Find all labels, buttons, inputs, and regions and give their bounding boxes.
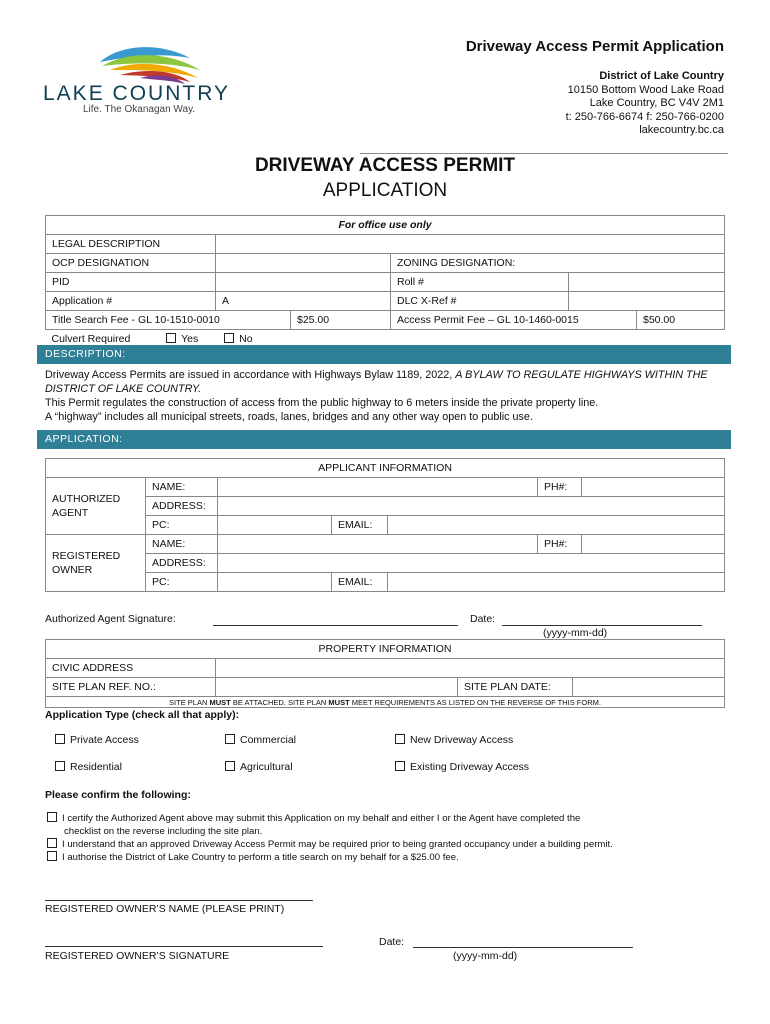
- application-no-label: Application #: [46, 292, 216, 311]
- description-p2: This Permit regulates the construction of access from the public highway to 6 meters inside the private property line.: [45, 397, 599, 409]
- header-divider: [360, 153, 728, 154]
- description-band: DESCRIPTION:: [37, 345, 731, 364]
- page-title: DRIVEWAY ACCESS PERMIT: [254, 155, 516, 176]
- confirm-3-checkbox[interactable]: [47, 851, 57, 861]
- applicant-table: [45, 458, 725, 592]
- private-access-checkbox[interactable]: [55, 734, 65, 744]
- owner-pc-label: PC:: [146, 573, 218, 592]
- agent-pc-label: PC:: [146, 516, 218, 535]
- type-agricultural[interactable]: Agricultural: [225, 761, 293, 773]
- confirm-item-3[interactable]: I authorise the District of Lake Country to perform a title search on my behalf for a $25.00 fee.: [47, 851, 613, 864]
- owner-ph-field[interactable]: [582, 535, 725, 554]
- org-contact-block: [566, 70, 724, 138]
- agent-address-field[interactable]: [218, 497, 725, 516]
- owner-name-line[interactable]: [45, 900, 313, 901]
- dlc-label: DLC X-Ref #: [391, 292, 569, 311]
- confirm-item-2[interactable]: I understand that an approved Driveway Access Permit may be required prior to being granted occupancy under a building permit.: [47, 838, 613, 851]
- property-info-heading: PROPERTY INFORMATION: [46, 640, 725, 659]
- agent-email-label: EMAIL:: [332, 516, 388, 535]
- type-new-driveway[interactable]: New Driveway Access: [395, 734, 513, 746]
- legal-description-label: LEGAL DESCRIPTION: [46, 235, 216, 254]
- org-website: lakecountry.bc.ca: [639, 124, 724, 136]
- culvert-yes-label: Yes: [181, 333, 199, 345]
- site-plan-date-field[interactable]: [573, 678, 725, 697]
- civic-address-label: CIVIC ADDRESS: [46, 659, 216, 678]
- commercial-checkbox[interactable]: [225, 734, 235, 744]
- ocp-field[interactable]: [216, 254, 391, 273]
- site-plan-note: SITE PLAN MUST BE ATTACHED. SITE PLAN MUST MEET REQUIREMENTS AS LISTED ON THE REVERSE OF THIS FORM.: [46, 697, 725, 708]
- type-residential[interactable]: Residential: [55, 761, 122, 773]
- application-type-heading: Application Type (check all that apply):: [45, 709, 240, 721]
- owner-ph-label: PH#:: [538, 535, 582, 554]
- agent-address-label: ADDRESS:: [146, 497, 218, 516]
- confirm-list: [47, 812, 613, 864]
- agent-date-format: (yyyy-mm-dd): [543, 627, 608, 639]
- org-address-2: Lake Country, BC V4V 2M1: [589, 97, 724, 109]
- description-p1: Driveway Access Permits are issued in accordance with Highways Bylaw 1189, 2022,: [45, 369, 456, 381]
- ocp-label: OCP DESIGNATION: [46, 254, 216, 273]
- owner-pc-field[interactable]: [218, 573, 332, 592]
- application-no-field[interactable]: A: [216, 292, 391, 311]
- agent-name-label: NAME:: [146, 478, 218, 497]
- authorized-agent-label: AUTHORIZED AGENT: [46, 478, 146, 535]
- owner-name-print-label: REGISTERED OWNER’S NAME (PLEASE PRINT): [45, 903, 285, 915]
- agent-name-field[interactable]: [218, 478, 538, 497]
- owner-signature-line[interactable]: [45, 946, 323, 947]
- logo-wordmark: LAKE COUNTRY: [43, 82, 230, 105]
- form-header-title: Driveway Access Permit Application: [465, 38, 724, 55]
- confirm-item-1-cont: checklist on the reverse including the site plan.: [64, 826, 263, 837]
- page-subtitle: APPLICATION: [322, 180, 448, 201]
- legal-description-field[interactable]: [216, 235, 725, 254]
- owner-date-label: Date:: [379, 936, 405, 948]
- property-table: [45, 639, 725, 708]
- agricultural-checkbox[interactable]: [225, 761, 235, 771]
- confirm-2-checkbox[interactable]: [47, 838, 57, 848]
- owner-date-format: (yyyy-mm-dd): [453, 950, 518, 962]
- application-band: APPLICATION:: [37, 430, 731, 449]
- roll-label: Roll #: [391, 273, 569, 292]
- description-text: [45, 368, 735, 424]
- type-private[interactable]: Private Access: [55, 734, 139, 746]
- culvert-no-checkbox[interactable]: [224, 333, 234, 343]
- office-use-heading: For office use only: [46, 216, 725, 235]
- org-phone: t: 250-766-6674 f: 250-766-0200: [565, 110, 724, 123]
- agent-ph-field[interactable]: [582, 478, 725, 497]
- civic-address-field[interactable]: [216, 659, 725, 678]
- pid-label: PID: [46, 273, 216, 292]
- culvert-label: Culvert Required: [51, 333, 131, 345]
- access-fee-amount: $50.00: [637, 311, 725, 330]
- agent-signature-label: Authorized Agent Signature:: [45, 613, 176, 625]
- new-driveway-checkbox[interactable]: [395, 734, 405, 744]
- agent-email-field[interactable]: [388, 516, 725, 535]
- agent-ph-label: PH#:: [538, 478, 582, 497]
- owner-email-label: EMAIL:: [332, 573, 388, 592]
- owner-date-line[interactable]: [413, 947, 633, 948]
- roll-field[interactable]: [569, 273, 725, 292]
- applicant-info-heading: APPLICANT INFORMATION: [46, 459, 725, 478]
- description-p3: A “highway” includes all municipal streets, roads, lanes, bridges and any other way open to public use.: [45, 411, 533, 423]
- org-address-1: 10150 Bottom Wood Lake Road: [567, 83, 724, 96]
- owner-address-label: ADDRESS:: [146, 554, 218, 573]
- agent-signature-line[interactable]: [213, 625, 458, 626]
- logo-tagline: Life. The Okanagan Way.: [83, 104, 196, 115]
- zoning-label: ZONING DESIGNATION:: [391, 254, 725, 273]
- existing-driveway-checkbox[interactable]: [395, 761, 405, 771]
- dlc-field[interactable]: [569, 292, 725, 311]
- org-name: District of Lake Country: [599, 70, 724, 82]
- site-plan-ref-label: SITE PLAN REF. NO.:: [46, 678, 216, 697]
- owner-email-field[interactable]: [388, 573, 725, 592]
- agent-pc-field[interactable]: [218, 516, 332, 535]
- type-commercial[interactable]: Commercial: [225, 734, 296, 746]
- confirm-1-checkbox[interactable]: [47, 812, 57, 822]
- title-search-fee-label: Title Search Fee - GL 10-1510-0010: [46, 311, 291, 330]
- access-fee-label: Access Permit Fee – GL 10-1460-0015: [391, 311, 637, 330]
- residential-checkbox[interactable]: [55, 761, 65, 771]
- culvert-yes-checkbox[interactable]: [166, 333, 176, 343]
- owner-address-field[interactable]: [218, 554, 725, 573]
- description-bylaw: A BYLAW TO REGULATE HIGHWAYS WITHIN THE DISTRICT OF LAKE COUNTRY.: [45, 369, 708, 395]
- agent-date-line[interactable]: [502, 625, 702, 626]
- owner-signature-label: REGISTERED OWNER’S SIGNATURE: [45, 950, 230, 962]
- site-plan-ref-field[interactable]: [216, 678, 458, 697]
- culvert-no-label: No: [239, 333, 253, 345]
- owner-name-field[interactable]: [218, 535, 538, 554]
- owner-name-label: NAME:: [146, 535, 218, 554]
- title-search-fee-amount: $25.00: [291, 311, 391, 330]
- confirm-item-1[interactable]: I certify the Authorized Agent above may submit this Application on my behalf and either I or the Agent have completed the: [47, 812, 613, 825]
- pid-field[interactable]: [216, 273, 391, 292]
- agent-date-label: Date:: [470, 613, 496, 625]
- office-use-table: [45, 215, 725, 348]
- confirm-heading: Please confirm the following:: [45, 789, 191, 801]
- site-plan-date-label: SITE PLAN DATE:: [458, 678, 573, 697]
- registered-owner-label: REGISTERED OWNER: [46, 535, 146, 592]
- type-existing-driveway[interactable]: Existing Driveway Access: [395, 761, 529, 773]
